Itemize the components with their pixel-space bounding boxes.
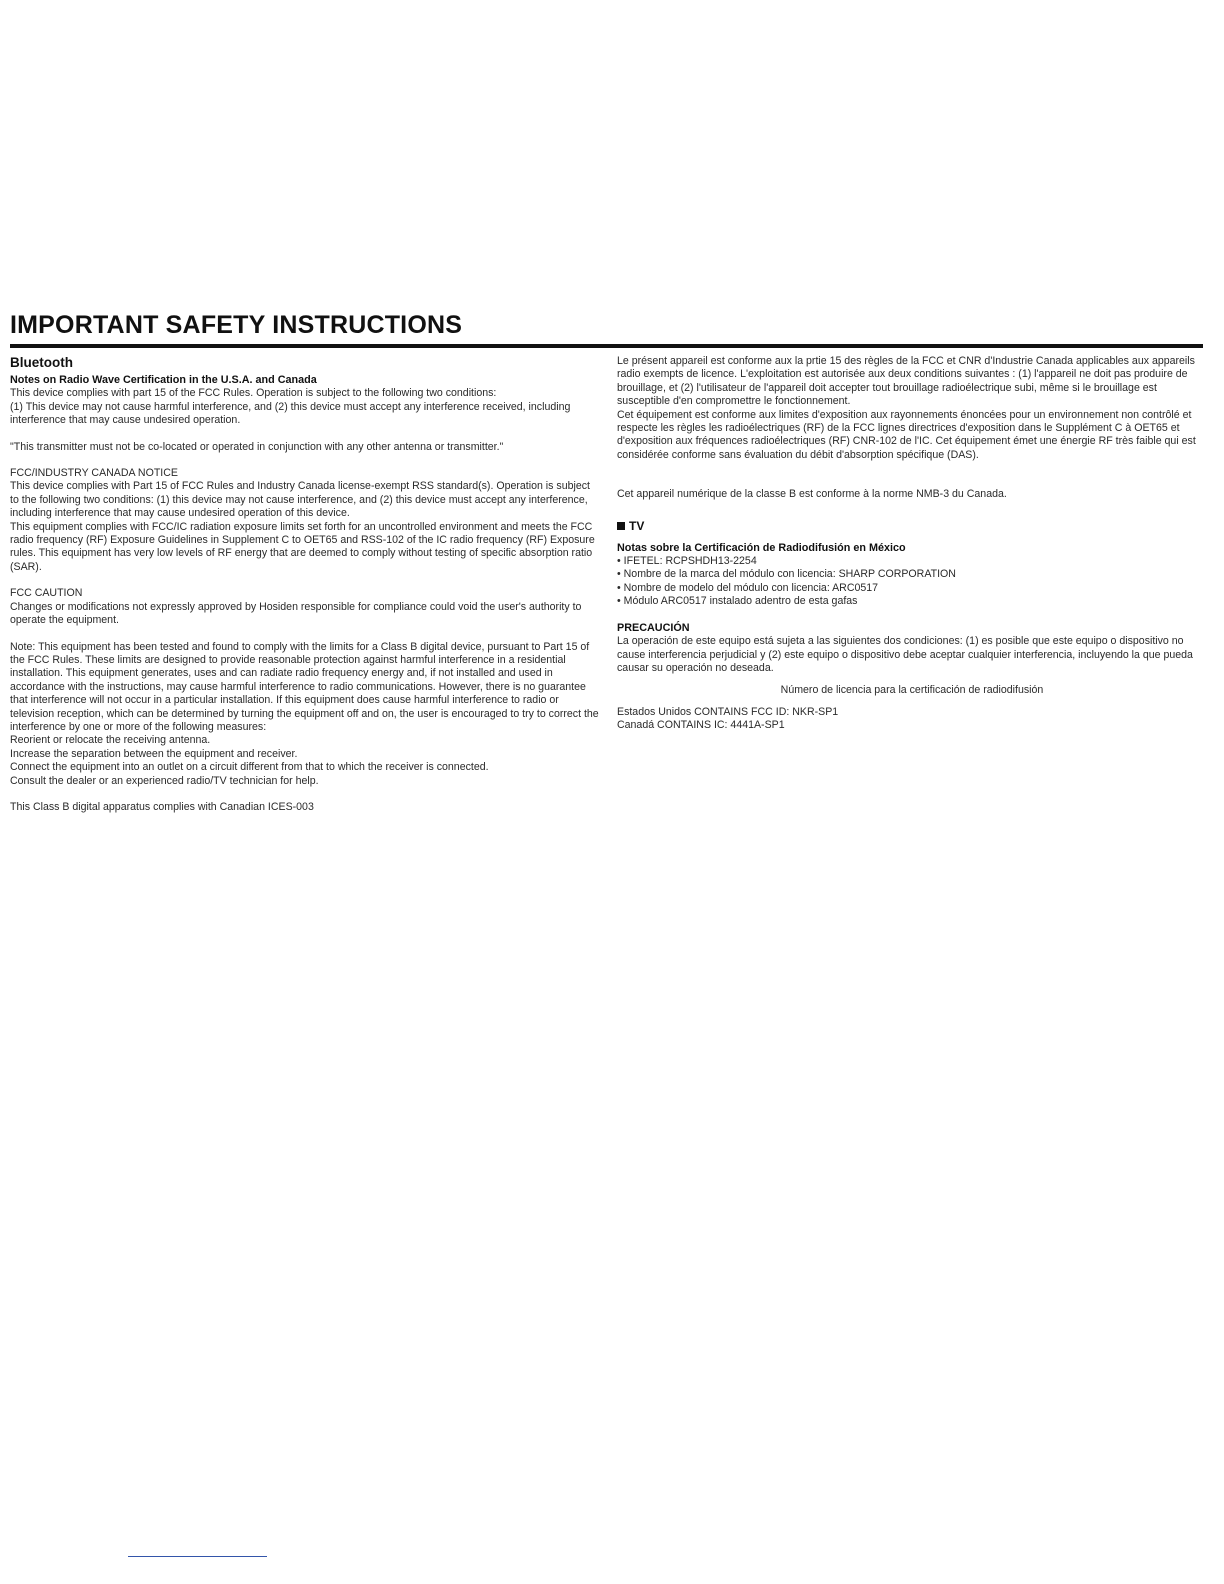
list-item: • Nombre de modelo del módulo con licencia: ARC0517 [617, 582, 1207, 595]
note-paragraph: Note: This equipment has been tested and found to comply with the limits for a Class B digital device, pursuant to Part 15 of the FCC Rules. These limits are designed to provide reasonable protection against harmful interference in a residential installation. This equipment generates, uses and can radiate radio frequency energy and, if not installed and used in accordance with the instructions, may cause harmful interference to radio communications. However, there is no guarantee that interference will not occur in a particular installation. If this equipment does cause harmful interference to radio or television reception, which can be determined by turning the equipment off and on, the user is encouraged to try to correct the interference by one or more of the following measures: [10, 640, 599, 733]
license-heading: Número de licencia para la certificación de radiodifusión [780, 684, 1044, 697]
caution-heading: FCC CAUTION [10, 587, 83, 600]
transmitter-note: "This transmitter must not be co-located or operated in conjunction with any other antenna or transmitter." [10, 440, 504, 453]
list-item: • IFETEL: RCPSHDH13-2254 [617, 555, 1207, 568]
fr-paragraph: Cet équipement est conforme aux limites d'exposition aux rayonnements énoncées pour un environnement non contrôlé et respecte les règles les radioélectriques (RF) de la FCC lignes directrices d'exposition dans le Supplément C à OET65 et d'exposition aux fréquences radioélectriques (RF) CNR-102 de l'IC. Cet équipement émet une énergie RF très faible qui est considérée conforme sans évaluation du débit d'absorption spécifique (DAS). [617, 408, 1196, 461]
fr-paragraph: Le présent appareil est conforme aux la prtie 15 des règles de la FCC et CNR d'Industrie Canada applicables aux appareils radio exempts de licence. L'exploitation est autorisée aux deux conditions suivantes : (1) l'appareil ne doit pas produire de brouillage, et (2) l'utilisateur de l'appareil doit accepter tout brouillage radioélectrique subi, même si le brouillage est susceptible d'en compromettre le fonctionnement. [617, 355, 1195, 408]
ic-heading: FCC/INDUSTRY CANADA NOTICE [10, 467, 178, 480]
nmb-note: Cet appareil numérique de la classe B est conforme à la norme NMB-3 du Canada. [617, 488, 1007, 501]
measure-item: Reorient or relocate the receiving antenna. [10, 734, 211, 747]
mexico-title: Notas sobre la Certificación de Radiodifusión en México [617, 541, 906, 554]
right-column [617, 355, 1207, 733]
tv-heading-label: TV [629, 518, 645, 533]
fcc-paragraph: This device complies with part 15 of the FCC Rules. Operation is subject to the following two conditions: [10, 387, 497, 400]
precaucion-title: PRECAUCIÓN [617, 621, 690, 634]
bottom-link-underline [128, 1556, 267, 1557]
section-title-bluetooth: Bluetooth [10, 355, 73, 370]
ic-paragraph: This device complies with Part 15 of FCC Rules and Industry Canada license-exempt RSS standard(s). Operation is subject to the following two conditions: (1) this device may not cause interference, and (2) this device must accept any interference, including interference that may cause undesired operation of this device. [10, 480, 590, 520]
list-item: • Módulo ARC0517 instalado adentro de esta gafas [617, 595, 1207, 608]
ic-paragraph: This equipment complies with FCC/IC radiation exposure limits set forth for an uncontrolled environment and meets the FCC radio frequency (RF) Exposure Guidelines in Supplement C to OET65 and RSS-102 of the IC radio frequency (RF) Exposure rules. This equipment has very low levels of RF energy that are deemed to comply without testing of specific absorption ratio (SAR). [10, 520, 595, 573]
list-item: • Nombre de la marca del módulo con licencia: SHARP CORPORATION [617, 568, 1207, 581]
notes-title: Notes on Radio Wave Certification in the U.S.A. and Canada [10, 374, 317, 386]
measure-item: Increase the separation between the equipment and receiver. [10, 747, 298, 760]
measure-item: Connect the equipment into an outlet on a circuit different from that to which the receiver is connected. [10, 761, 489, 774]
license-us: Estados Unidos CONTAINS FCC ID: NKR-SP1 [617, 705, 839, 718]
precaucion-text: La operación de este equipo está sujeta a las siguientes dos condiciones: (1) es posible que este equipo o dispositivo no cause interferencia perjudicial y (2) este equipo o dispositivo debe aceptar cualquier interferencia, incluyendo la que pueda causar su operación no deseada. [617, 635, 1193, 674]
title-rule [10, 344, 1203, 348]
license-ca: Canadá CONTAINS IC: 4441A-SP1 [617, 719, 785, 732]
left-column [10, 355, 600, 814]
mexico-list [617, 555, 1207, 609]
page-title: IMPORTANT SAFETY INSTRUCTIONS [10, 311, 463, 339]
fcc-paragraph: (1) This device may not cause harmful interference, and (2) this device must accept any interference received, including interference that may cause undesired operation. [10, 400, 571, 427]
measure-item: Consult the dealer or an experienced radio/TV technician for help. [10, 774, 319, 787]
square-bullet-icon [617, 522, 625, 530]
ices-note: This Class B digital apparatus complies with Canadian ICES-003 [10, 800, 314, 813]
caution-text: Changes or modifications not expressly approved by Hosiden responsible for compliance could void the user's authority to operate the equipment. [10, 600, 582, 627]
tv-heading [617, 519, 1207, 534]
